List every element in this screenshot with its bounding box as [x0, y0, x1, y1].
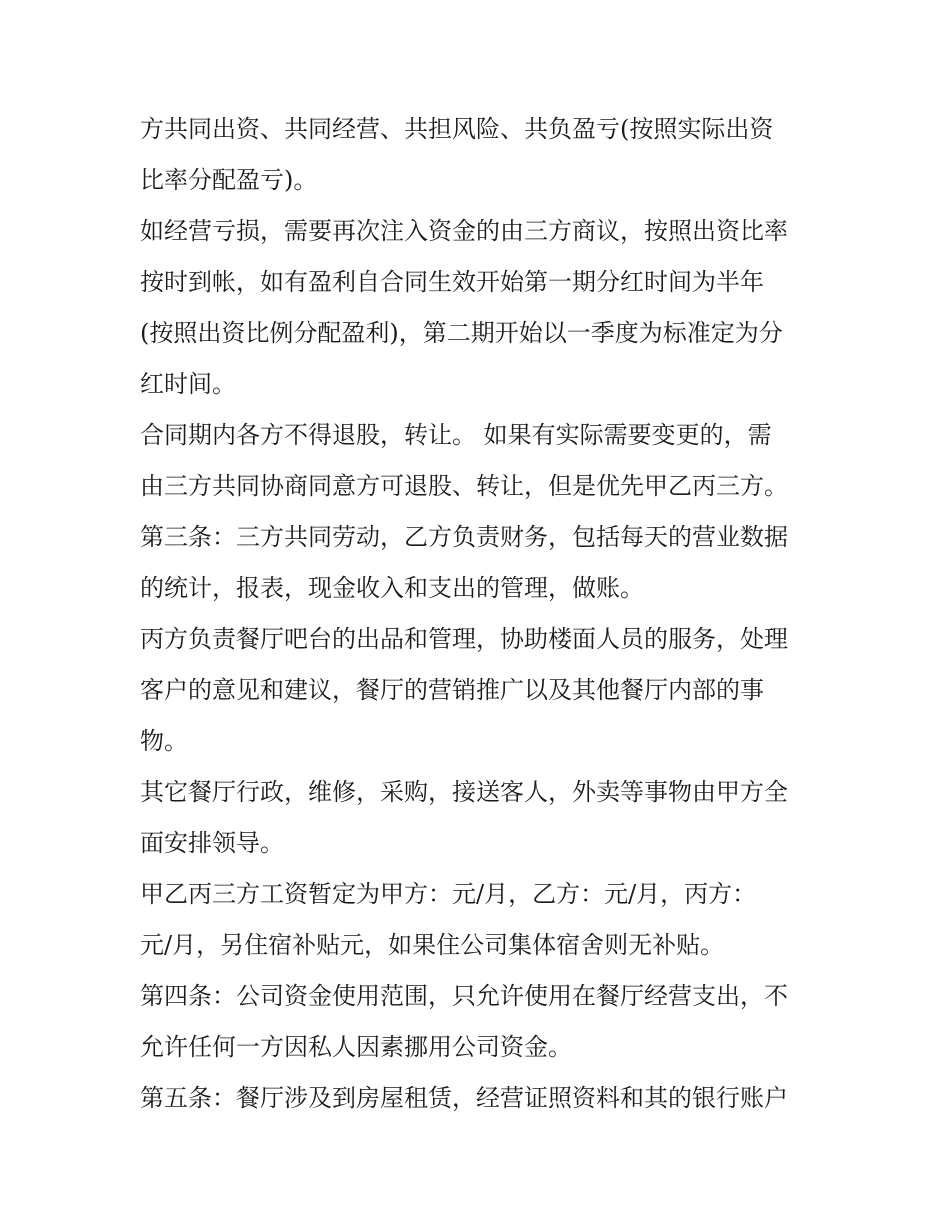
- text-line: 元/月，另住宿补贴元，如果住公司集体宿舍则无补贴。: [140, 931, 725, 959]
- text-line: 第五条：餐厅涉及到房屋租赁，经营证照资料和其的银行账户: [140, 1084, 788, 1112]
- text-line: 比率分配盈亏)。: [140, 166, 318, 194]
- text-line: 其它餐厅行政，维修，采购，接送客人，外卖等事物由甲方全: [140, 778, 788, 806]
- text-line: 方共同出资、共同经营、共担风险、共负盈亏(按照实际出资: [140, 115, 774, 143]
- text-line: 如经营亏损，需要再次注入资金的由三方商议，按照出资比率: [140, 217, 788, 245]
- text-line: 甲乙丙三方工资暂定为甲方：元/月，乙方：元/月，丙方：: [140, 880, 757, 908]
- text-line: 面安排领导。: [140, 829, 284, 857]
- text-line: 客户的意见和建议，餐厅的营销推广以及其他餐厅内部的事: [140, 676, 764, 704]
- text-line: 物。: [140, 727, 188, 755]
- text-line: 由三方共同协商同意方可退股、转让，但是优先甲乙丙三方。: [140, 472, 788, 500]
- document-body: [140, 104, 820, 1124]
- text-line: 允许任何一方因私人因素挪用公司资金。: [140, 1033, 572, 1061]
- text-line: 第三条：三方共同劳动，乙方负责财务，包括每天的营业数据: [140, 523, 788, 551]
- text-line: 合同期内各方不得退股，转让。 如果有实际需要变更的，需: [140, 421, 772, 449]
- text-line: 丙方负责餐厅吧台的出品和管理，协助楼面人员的服务，处理: [140, 625, 788, 653]
- text-line: (按照出资比例分配盈利)，第二期开始以一季度为标准定为分: [140, 319, 783, 347]
- text-line: 红时间。: [140, 370, 236, 398]
- text-line: 第四条：公司资金使用范围，只允许使用在餐厅经营支出，不: [140, 982, 788, 1010]
- text-line: 按时到帐，如有盈利自合同生效开始第一期分红时间为半年: [140, 268, 764, 296]
- text-line: 的统计，报表，现金收入和支出的管理，做账。: [140, 574, 644, 602]
